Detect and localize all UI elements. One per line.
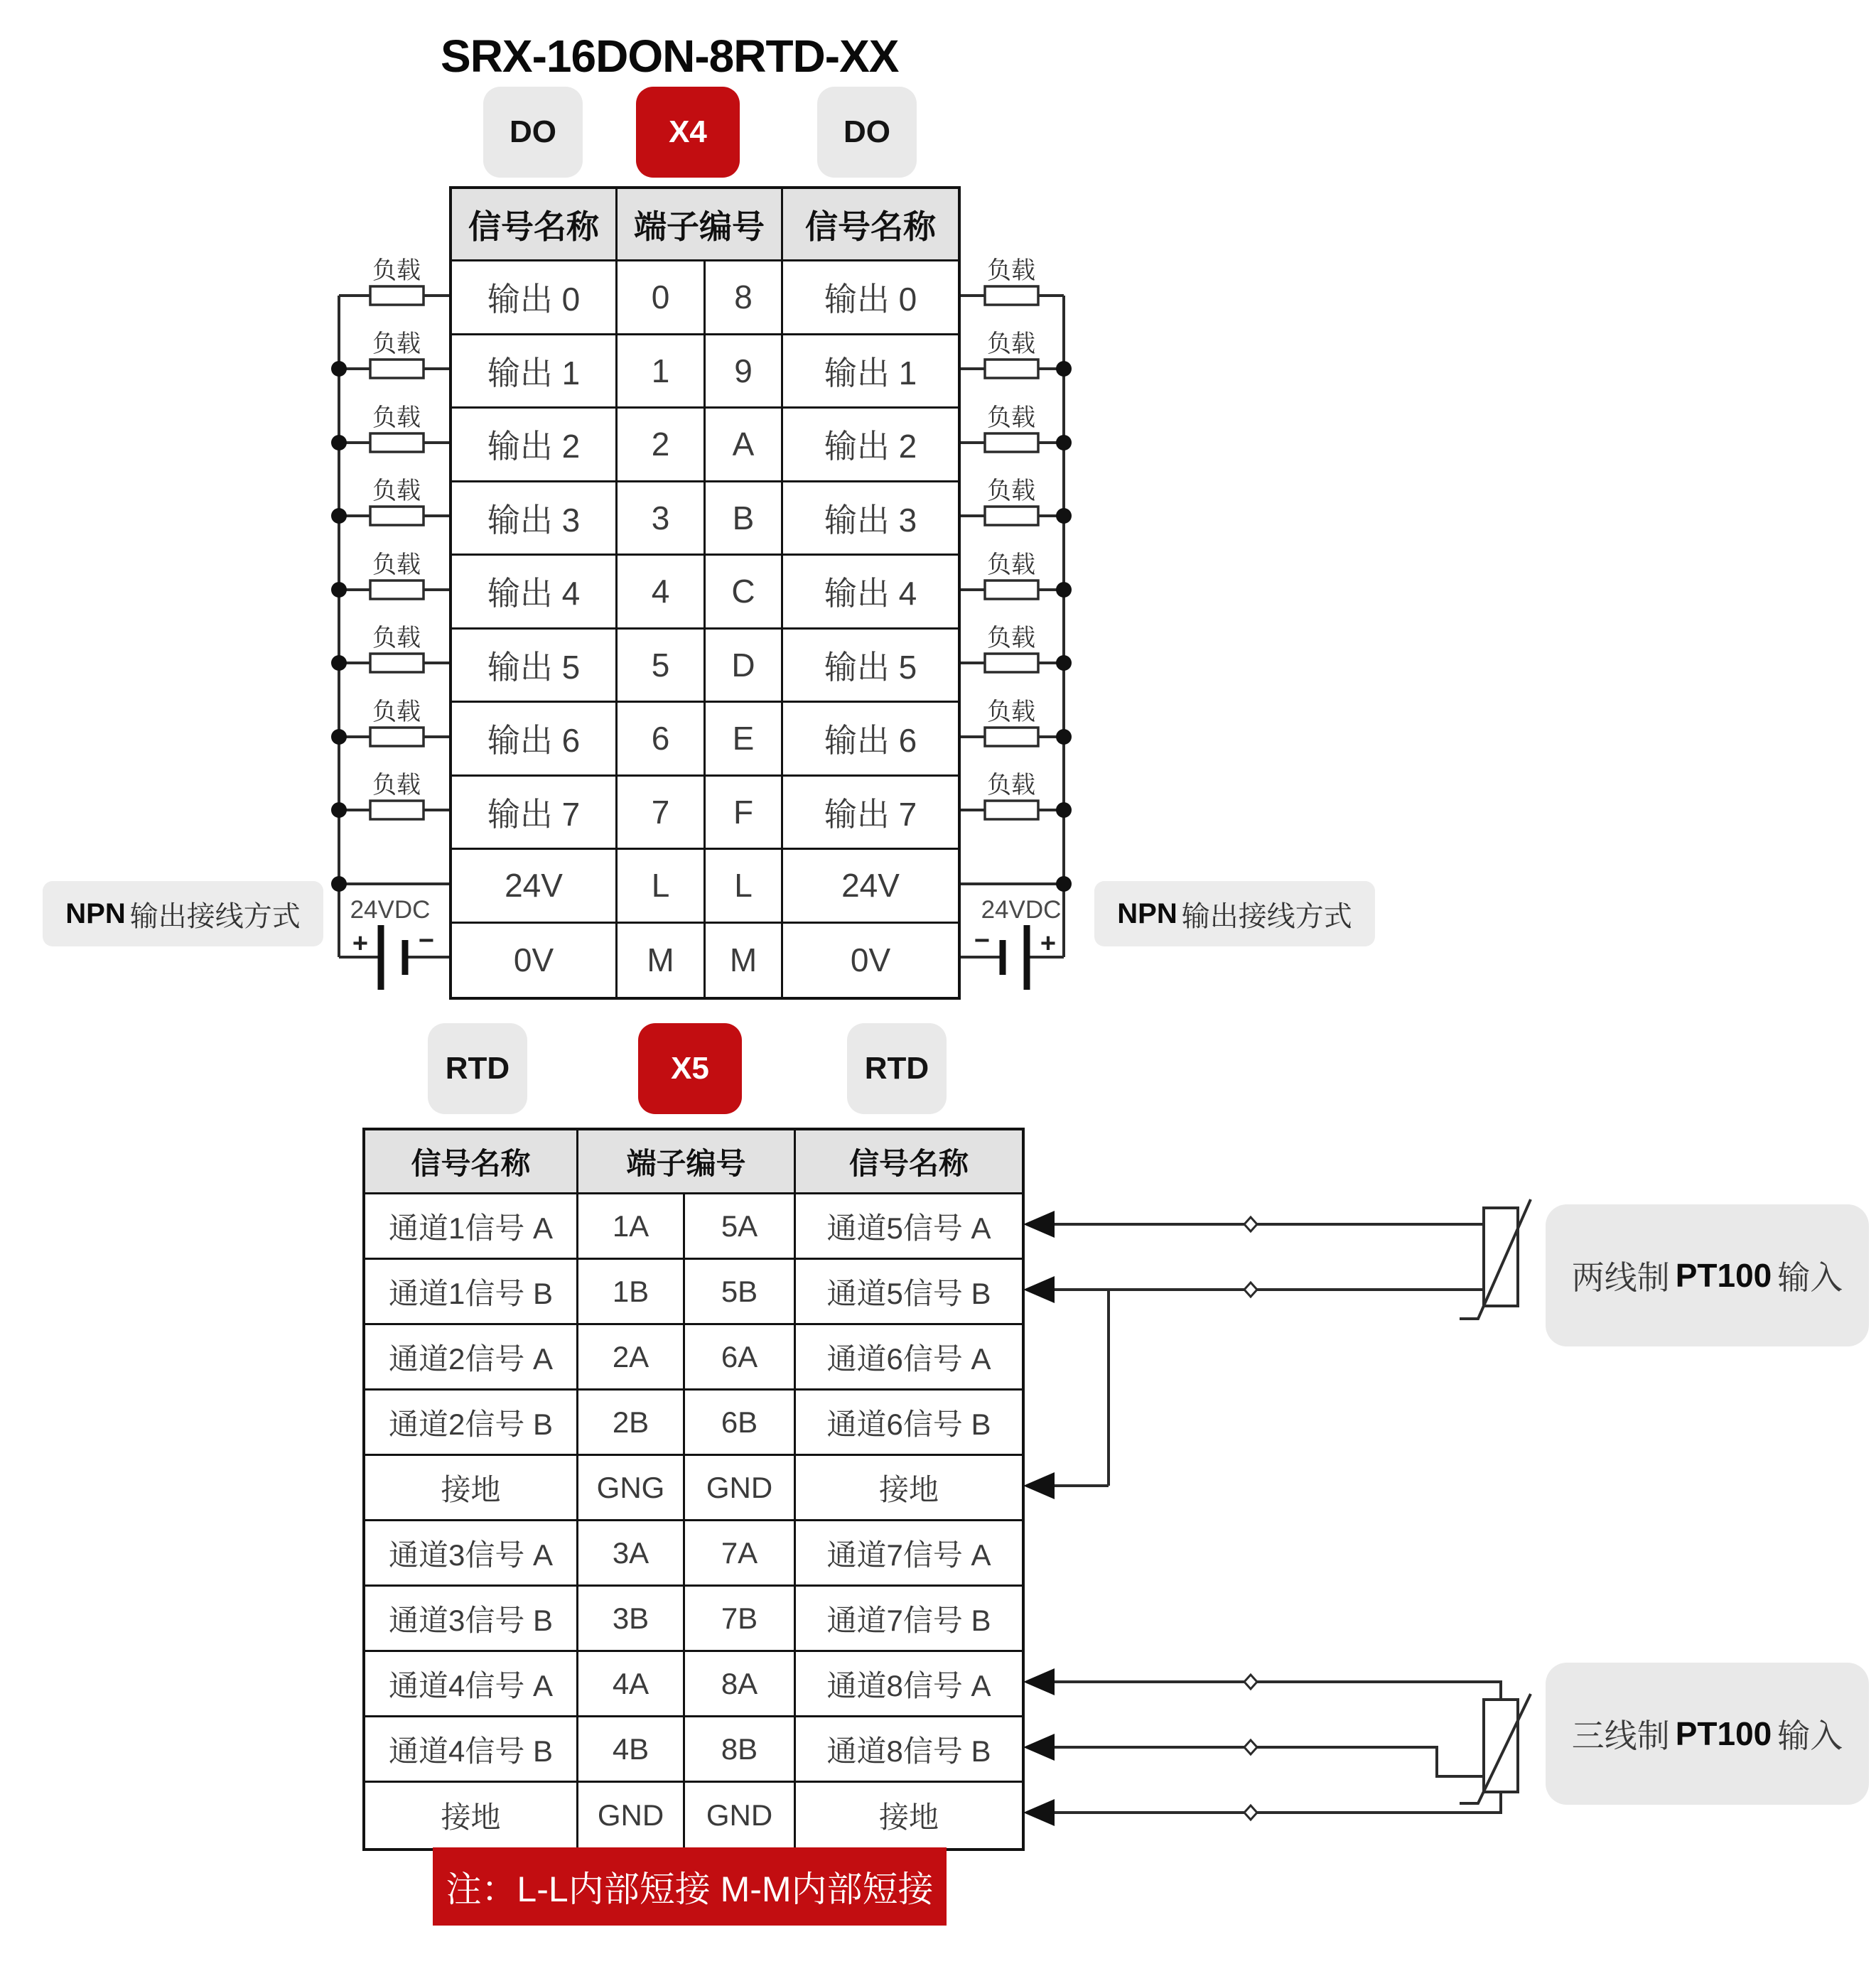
arrow-left-icon bbox=[1023, 1211, 1055, 1238]
connector-badge-x5: X5 bbox=[638, 1023, 742, 1114]
minus-sign: − bbox=[974, 926, 991, 956]
terminal-cell: 5 bbox=[618, 630, 706, 703]
column-header: 信号名称 bbox=[365, 1130, 578, 1194]
junction-dot bbox=[1056, 729, 1072, 745]
junction-dot bbox=[331, 729, 347, 745]
terminal-cell: E bbox=[706, 703, 783, 777]
arrow-left-icon bbox=[1023, 1799, 1055, 1826]
load-resistor bbox=[985, 801, 1038, 819]
signal-cell: 输出 0 bbox=[452, 261, 618, 335]
terminal-cell: GNG bbox=[578, 1456, 685, 1521]
column-header: 信号名称 bbox=[783, 189, 958, 261]
load-label: 负载 bbox=[987, 404, 1035, 431]
load-resistor bbox=[985, 433, 1038, 452]
signal-cell: 通道6信号 B bbox=[796, 1391, 1022, 1456]
terminal-cell: 8A bbox=[685, 1652, 796, 1717]
arrow-left-icon bbox=[1023, 1472, 1055, 1499]
terminal-cell: 1B bbox=[578, 1260, 685, 1325]
load-label: 负载 bbox=[987, 772, 1035, 799]
npn-label-bold: NPN bbox=[1117, 897, 1177, 929]
column-header: 信号名称 bbox=[796, 1130, 1022, 1194]
signal-cell: 接地 bbox=[365, 1456, 578, 1521]
rtd-badge-right: RTD bbox=[847, 1023, 947, 1114]
supply-label: 24VDC bbox=[981, 896, 1062, 924]
load-label: 负载 bbox=[372, 404, 421, 431]
terminal-cell: 3 bbox=[618, 482, 706, 556]
signal-cell: 输出 7 bbox=[452, 777, 618, 851]
battery-right bbox=[1003, 925, 1027, 990]
signal-cell: 输出 6 bbox=[783, 703, 958, 777]
signal-cell: 输出 4 bbox=[783, 556, 958, 630]
signal-cell: 接地 bbox=[796, 1456, 1022, 1521]
terminal-cell: C bbox=[706, 556, 783, 630]
load-resistor bbox=[370, 360, 424, 378]
terminal-cell: 3A bbox=[578, 1521, 685, 1587]
pt100-label-bold: PT100 bbox=[1675, 1715, 1772, 1752]
pt100-label-prefix: 三线制 bbox=[1571, 1717, 1670, 1754]
load-resistor bbox=[370, 581, 424, 599]
battery-left bbox=[381, 925, 405, 990]
arrow-left-icon bbox=[1023, 1276, 1055, 1303]
rtd-terminal-table bbox=[362, 1128, 1025, 1851]
pt100-label-prefix: 两线制 bbox=[1571, 1259, 1670, 1296]
plus-sign: + bbox=[352, 929, 369, 959]
load-label: 负载 bbox=[987, 257, 1035, 284]
load-resistor bbox=[985, 728, 1038, 746]
signal-cell: 输出 1 bbox=[452, 335, 618, 409]
terminal-cell: 7B bbox=[685, 1587, 796, 1652]
terminal-cell: 2B bbox=[578, 1391, 685, 1456]
terminal-cell: M bbox=[706, 924, 783, 998]
two-wire-pt100-label bbox=[1546, 1204, 1869, 1346]
signal-cell: 0V bbox=[452, 924, 618, 998]
junction-dot bbox=[1056, 582, 1072, 598]
npn-wiring-label-left bbox=[43, 881, 323, 946]
terminal-cell: 2 bbox=[618, 409, 706, 482]
load-resistor bbox=[985, 507, 1038, 525]
signal-cell: 输出 1 bbox=[783, 335, 958, 409]
load-resistor bbox=[985, 654, 1038, 672]
load-label: 负载 bbox=[987, 625, 1035, 652]
load-resistor bbox=[370, 728, 424, 746]
diamond-marker bbox=[1244, 1805, 1257, 1820]
junction-dot bbox=[331, 508, 347, 524]
do-badge-left: DO bbox=[483, 87, 583, 178]
junction-dot bbox=[331, 876, 347, 892]
junction-dot bbox=[1056, 435, 1072, 450]
signal-cell: 通道1信号 B bbox=[365, 1260, 578, 1325]
signal-cell: 通道5信号 B bbox=[796, 1260, 1022, 1325]
minus-sign: − bbox=[418, 926, 435, 956]
signal-cell: 输出 0 bbox=[783, 261, 958, 335]
rtd-sensor-wires bbox=[1050, 1208, 1501, 1813]
junction-dot bbox=[331, 655, 347, 671]
junction-dot bbox=[331, 435, 347, 450]
terminal-cell: GND bbox=[685, 1783, 796, 1848]
terminal-cell: GND bbox=[578, 1783, 685, 1848]
load-label: 负载 bbox=[372, 477, 421, 504]
signal-cell: 通道7信号 B bbox=[796, 1587, 1022, 1652]
terminal-cell: D bbox=[706, 630, 783, 703]
signal-cell: 输出 5 bbox=[452, 630, 618, 703]
diamond-marker bbox=[1244, 1283, 1257, 1297]
pt100-label-bold: PT100 bbox=[1675, 1257, 1772, 1294]
signal-cell: 通道2信号 B bbox=[365, 1391, 578, 1456]
load-resistor bbox=[370, 654, 424, 672]
terminal-cell: GND bbox=[685, 1456, 796, 1521]
rtd-badge-left: RTD bbox=[428, 1023, 527, 1114]
terminal-cell: 9 bbox=[706, 335, 783, 409]
terminal-arrows bbox=[1023, 1211, 1055, 1826]
signal-cell: 通道6信号 A bbox=[796, 1325, 1022, 1391]
terminal-cell: 4B bbox=[578, 1717, 685, 1783]
terminal-cell: 8B bbox=[685, 1717, 796, 1783]
three-wire-pt100-label bbox=[1546, 1663, 1869, 1805]
load-label: 负载 bbox=[987, 698, 1035, 725]
signal-cell: 通道7信号 A bbox=[796, 1521, 1022, 1587]
npn-wiring-label-right bbox=[1094, 881, 1375, 946]
load-resistor bbox=[370, 507, 424, 525]
junction-dot bbox=[331, 582, 347, 598]
signal-cell: 24V bbox=[783, 850, 958, 924]
terminal-cell: L bbox=[618, 850, 706, 924]
do-terminal-table bbox=[449, 186, 961, 1000]
signal-cell: 输出 2 bbox=[452, 409, 618, 482]
signal-cell: 通道5信号 A bbox=[796, 1194, 1022, 1260]
load-label: 负载 bbox=[372, 551, 421, 578]
internal-short-note: 注：L-L内部短接 M-M内部短接 bbox=[433, 1847, 947, 1926]
terminal-cell: B bbox=[706, 482, 783, 556]
supply-label: 24VDC bbox=[350, 896, 431, 924]
signal-cell: 接地 bbox=[365, 1783, 578, 1848]
signal-cell: 通道3信号 B bbox=[365, 1587, 578, 1652]
junction-dot bbox=[1056, 655, 1072, 671]
connector-badge-x4: X4 bbox=[636, 87, 740, 178]
signal-cell: 输出 3 bbox=[783, 482, 958, 556]
terminal-cell: F bbox=[706, 777, 783, 851]
load-label: 负载 bbox=[987, 330, 1035, 357]
terminal-cell: 3B bbox=[578, 1587, 685, 1652]
terminal-cell: 6B bbox=[685, 1391, 796, 1456]
load-label: 负载 bbox=[372, 625, 421, 652]
terminal-cell: 7A bbox=[685, 1521, 796, 1587]
signal-cell: 通道8信号 B bbox=[796, 1717, 1022, 1783]
signal-cell: 输出 2 bbox=[783, 409, 958, 482]
load-label: 负载 bbox=[372, 330, 421, 357]
junction-dot bbox=[1056, 361, 1072, 377]
load-resistor bbox=[985, 360, 1038, 378]
load-resistor bbox=[370, 801, 424, 819]
column-header: 信号名称 bbox=[452, 189, 618, 261]
signal-cell: 通道8信号 A bbox=[796, 1652, 1022, 1717]
arrow-left-icon bbox=[1023, 1668, 1055, 1695]
wire-diamond-markers bbox=[1244, 1217, 1257, 1820]
signal-cell: 通道2信号 A bbox=[365, 1325, 578, 1391]
npn-label-text: 输出接线方式 bbox=[129, 900, 301, 932]
load-resistor bbox=[985, 581, 1038, 599]
arrow-left-icon bbox=[1023, 1734, 1055, 1761]
signal-cell: 通道3信号 A bbox=[365, 1521, 578, 1587]
signal-cell: 通道4信号 B bbox=[365, 1717, 578, 1783]
terminal-cell: M bbox=[618, 924, 706, 998]
terminal-cell: 4A bbox=[578, 1652, 685, 1717]
load-label: 负载 bbox=[372, 772, 421, 799]
signal-cell: 通道1信号 A bbox=[365, 1194, 578, 1260]
terminal-cell: A bbox=[706, 409, 783, 482]
load-label: 负载 bbox=[987, 551, 1035, 578]
column-header: 端子编号 bbox=[618, 189, 783, 261]
terminal-cell: 6A bbox=[685, 1325, 796, 1391]
pt100-label-suffix: 输入 bbox=[1777, 1717, 1843, 1754]
do-badge-right: DO bbox=[817, 87, 917, 178]
page-title: SRX-16DON-8RTD-XX bbox=[441, 31, 899, 82]
terminal-cell: L bbox=[706, 850, 783, 924]
signal-cell: 输出 4 bbox=[452, 556, 618, 630]
diamond-marker bbox=[1244, 1740, 1257, 1754]
terminal-cell: 5B bbox=[685, 1260, 796, 1325]
signal-cell: 0V bbox=[783, 924, 958, 998]
signal-cell: 接地 bbox=[796, 1783, 1022, 1848]
npn-label-bold: NPN bbox=[65, 897, 126, 929]
terminal-cell: 4 bbox=[618, 556, 706, 630]
npn-label-text: 输出接线方式 bbox=[1181, 900, 1352, 932]
terminal-cell: 1A bbox=[578, 1194, 685, 1260]
signal-cell: 输出 6 bbox=[452, 703, 618, 777]
junction-dot bbox=[1056, 802, 1072, 818]
terminal-cell: 5A bbox=[685, 1194, 796, 1260]
junction-dot bbox=[331, 802, 347, 818]
signal-cell: 输出 5 bbox=[783, 630, 958, 703]
signal-cell: 通道4信号 A bbox=[365, 1652, 578, 1717]
load-label: 负载 bbox=[987, 477, 1035, 504]
terminal-cell: 0 bbox=[618, 261, 706, 335]
load-resistor bbox=[985, 286, 1038, 305]
terminal-cell: 2A bbox=[578, 1325, 685, 1391]
diamond-marker bbox=[1244, 1217, 1257, 1231]
junction-dot bbox=[1056, 876, 1072, 892]
diamond-marker bbox=[1244, 1675, 1257, 1689]
load-resistor bbox=[370, 433, 424, 452]
terminal-cell: 7 bbox=[618, 777, 706, 851]
terminal-cell: 8 bbox=[706, 261, 783, 335]
pt100-label-suffix: 输入 bbox=[1777, 1259, 1843, 1296]
junction-dot bbox=[1056, 508, 1072, 524]
load-label: 负载 bbox=[372, 698, 421, 725]
load-label: 负载 bbox=[372, 257, 421, 284]
plus-sign: + bbox=[1040, 929, 1057, 959]
signal-cell: 输出 7 bbox=[783, 777, 958, 851]
signal-cell: 输出 3 bbox=[452, 482, 618, 556]
load-resistor bbox=[370, 286, 424, 305]
junction-dot bbox=[331, 361, 347, 377]
terminal-cell: 1 bbox=[618, 335, 706, 409]
column-header: 端子编号 bbox=[578, 1130, 796, 1194]
terminal-cell: 6 bbox=[618, 703, 706, 777]
signal-cell: 24V bbox=[452, 850, 618, 924]
